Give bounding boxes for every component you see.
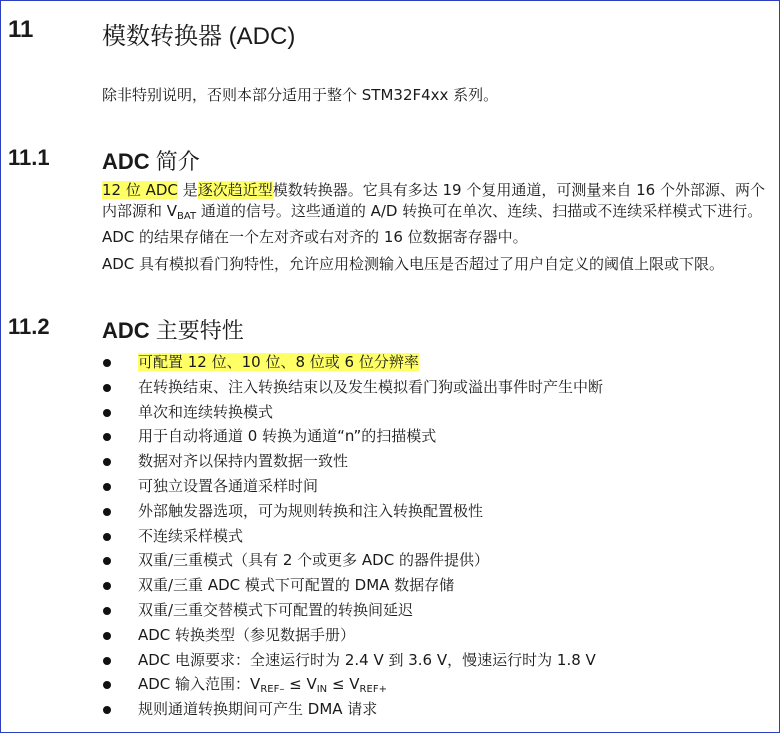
text-span: ADC 输入范围：V [138, 675, 261, 694]
bullet-icon [103, 706, 111, 714]
list-item [102, 425, 603, 450]
list-item-text: 双重/三重 ADC 模式下可配置的 DMA 数据存储 [138, 576, 455, 595]
vref-minus-subscript: REF– [260, 684, 285, 696]
list-item [102, 525, 603, 550]
bullet-icon [103, 483, 111, 491]
list-item-text: ADC 转换类型（参见数据手册） [138, 625, 356, 644]
bullet-icon [103, 681, 111, 689]
list-item-text: 双重/三重模式（具有 2 个或更多 ADC 的器件提供） [138, 551, 489, 570]
list-item [102, 376, 603, 401]
list-item [102, 500, 603, 525]
text-span: ≤ V [284, 675, 317, 694]
list-item-text: 可独立设置各通道采样时间 [138, 476, 319, 495]
highlight-12bit-adc: 12 位 ADC [102, 181, 178, 199]
list-item [102, 401, 603, 426]
subsection-title [102, 314, 244, 345]
list-item [102, 624, 603, 649]
feature-list [102, 351, 603, 723]
text-span: ≤ V [327, 675, 360, 694]
list-item-text: 不连续采样模式 [138, 526, 244, 545]
highlight-sar: 逐次趋近型 [197, 181, 273, 199]
list-item-text: 外部触发器选项，可为规则转换和注入转换配置极性 [138, 501, 484, 520]
list-item [102, 351, 603, 376]
list-item-text: 用于自动将通道 0 转换为通道“n”的扫描模式 [138, 427, 437, 446]
list-item [102, 649, 603, 674]
subsection-number: 11.1 [8, 145, 50, 170]
bullet-icon [103, 657, 111, 665]
subsection-title-bold: ADC [102, 318, 150, 343]
bullet-icon [103, 607, 111, 615]
text-span: 模数转换器。它具有多达 19 个复用通道，可测量来自 16 个外部源、两个内部源和 V [102, 181, 765, 220]
section-title: 模数转换器 (ADC) [102, 23, 296, 50]
list-item-text: 数据对齐以保持内置数据一致性 [138, 452, 349, 471]
bullet-icon [103, 508, 111, 516]
subsection-title-rest: 主要特性 [149, 318, 244, 343]
bullet-icon [103, 632, 111, 640]
list-item-text: 规则通道转换期间可产生 DMA 请求 [138, 700, 378, 719]
adc-intro-paragraph [102, 180, 772, 248]
list-item [102, 698, 603, 723]
input-range-text [138, 675, 387, 696]
list-item [102, 574, 603, 599]
section-intro: 除非特别说明，否则本部分适用于整个 STM32F4xx 系列。 [102, 86, 499, 104]
list-item-text: ADC 电源要求：全速运行时为 2.4 V 到 3.6 V，慢速运行时为 1.8 V [138, 650, 596, 669]
vref-plus-subscript: REF+ [359, 684, 387, 696]
bullet-icon [103, 582, 111, 590]
bullet-icon [103, 384, 111, 392]
subsection-title-rest: 简介 [149, 149, 200, 174]
bullet-icon [103, 557, 111, 565]
list-item [102, 475, 603, 500]
list-item [102, 673, 603, 698]
bullet-icon [103, 533, 111, 541]
list-item-text: 可配置 12 位、10 位、8 位或 6 位分辨率 [138, 353, 419, 371]
list-item-text: 双重/三重交替模式下可配置的转换间延迟 [138, 600, 414, 619]
list-item [102, 549, 603, 574]
subsection-title [102, 145, 200, 176]
bullet-icon [103, 433, 111, 441]
section-number: 11 [8, 16, 34, 43]
bullet-icon [103, 409, 111, 417]
list-item [102, 450, 603, 475]
list-item [102, 599, 603, 624]
subsection-number: 11.2 [8, 314, 50, 339]
vin-subscript: IN [316, 684, 328, 696]
vbat-subscript: BAT [177, 211, 197, 222]
list-item-text: 在转换结束、注入转换结束以及发生模拟看门狗或溢出事件时产生中断 [138, 377, 604, 396]
list-item-text: 单次和连续转换模式 [138, 402, 274, 421]
watchdog-paragraph: ADC 具有模拟看门狗特性，允许应用检测输入电压是否超过了用户自定义的阈值上限或下限。 [102, 255, 725, 273]
text-span: 是 [177, 181, 198, 199]
bullet-icon [103, 359, 111, 367]
bullet-icon [103, 458, 111, 466]
subsection-title-bold: ADC [102, 149, 150, 174]
text-span: 通道的信号。这些通道的 A/D 转换可在单次、连续、扫描或不连续采样模式下进行。ADC 的结果存储在一个左对齐或右对齐的 16 位数据寄存器中。 [102, 202, 763, 246]
